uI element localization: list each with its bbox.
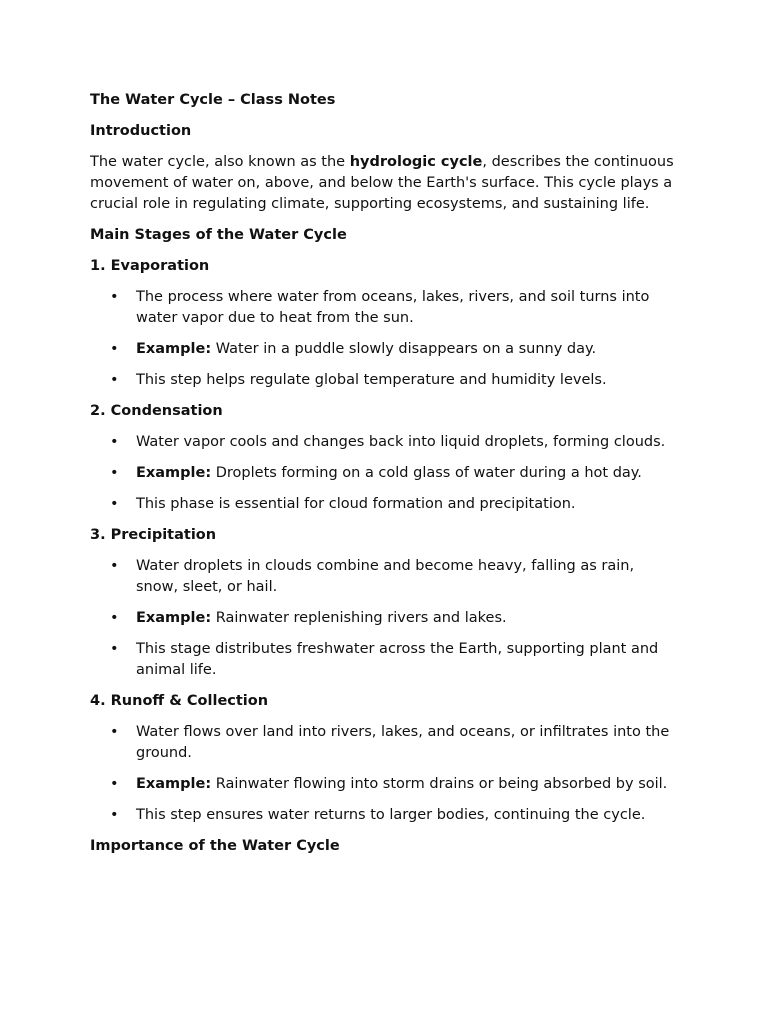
bullet-icon: • [110,807,119,823]
intro-heading: Introduction [90,123,192,139]
list-item [90,639,680,681]
intro-paragraph [90,152,680,215]
stage-list-evaporation [90,287,680,391]
list-item [90,805,680,826]
example-label: Example: [136,776,212,792]
list-item-text: This stage distributes freshwater across the Earth, supporting plant and animal life. [136,641,659,678]
intro-text-after: , describes the continuous movement of water on, above, and below the Earth's surface. This cycle plays a crucial role in regulating climate, supporting ecosystems, and sustaining life. [90,154,674,212]
example-label: Example: [136,610,212,626]
list-item [90,494,680,515]
list-item [90,556,680,598]
main-stages-heading: Main Stages of the Water Cycle [90,227,347,243]
list-item-text: This phase is essential for cloud formation and precipitation. [136,496,576,512]
list-item [90,432,680,453]
list-item [90,774,680,795]
stage-heading-condensation: 2. Condensation [90,403,223,419]
bullet-icon: • [110,341,119,357]
intro-text-before: The water cycle, also known as the [90,154,350,170]
example-text: Rainwater replenishing rivers and lakes. [211,610,507,626]
importance-heading: Importance of the Water Cycle [90,838,340,854]
intro-text-bold: hydrologic cycle [349,154,483,170]
list-item [90,339,680,360]
bullet-icon: • [110,558,119,574]
bullet-icon: • [110,496,119,512]
document-title: The Water Cycle – Class Notes [90,92,336,108]
document-page [90,90,680,867]
bullet-icon: • [110,434,119,450]
stage-heading-runoff-collection: 4. Runoff & Collection [90,693,269,709]
example-text: Droplets forming on a cold glass of water during a hot day. [211,465,642,481]
bullet-icon: • [110,641,119,657]
bullet-icon: • [110,610,119,626]
stage-heading-evaporation: 1. Evaporation [90,258,210,274]
bullet-icon: • [110,289,119,305]
bullet-icon: • [110,776,119,792]
list-item-text: Water flows over land into rivers, lakes, and oceans, or infiltrates into the ground. [136,724,670,761]
list-item-text: This step helps regulate global temperature and humidity levels. [136,372,607,388]
list-item [90,608,680,629]
stage-heading-precipitation: 3. Precipitation [90,527,217,543]
list-item-text: The process where water from oceans, lakes, rivers, and soil turns into water vapor due to heat from the sun. [136,289,650,326]
bullet-icon: • [110,724,119,740]
stage-list-precipitation [90,556,680,681]
list-item [90,463,680,484]
list-item-text: Water droplets in clouds combine and become heavy, falling as rain, snow, sleet, or hail. [136,558,635,595]
example-label: Example: [136,465,212,481]
stage-list-condensation [90,432,680,515]
list-item [90,370,680,391]
stage-list-runoff-collection [90,722,680,826]
list-item-text: Water vapor cools and changes back into liquid droplets, forming clouds. [136,434,666,450]
example-text: Water in a puddle slowly disappears on a sunny day. [211,341,597,357]
list-item [90,722,680,764]
bullet-icon: • [110,372,119,388]
bullet-icon: • [110,465,119,481]
example-label: Example: [136,341,212,357]
example-text: Rainwater flowing into storm drains or being absorbed by soil. [211,776,668,792]
list-item [90,287,680,329]
list-item-text: This step ensures water returns to larger bodies, continuing the cycle. [136,807,646,823]
